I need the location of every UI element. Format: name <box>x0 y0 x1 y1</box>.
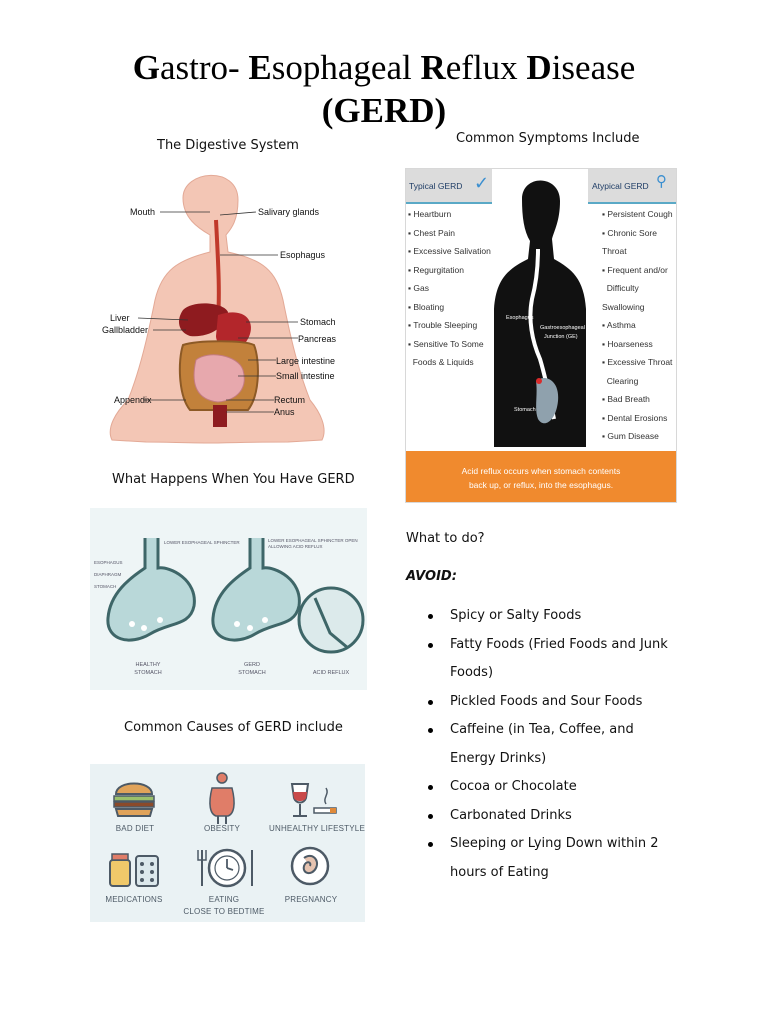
checkmark-icon: ✓ <box>474 173 490 194</box>
title-line-1: Gastro- Esophageal Reflux Disease <box>132 48 636 87</box>
avoid-label: AVOID: <box>406 569 457 584</box>
list-item: ▪ Bloating <box>408 301 445 312</box>
label-large-intestine: Large intestine <box>276 356 336 366</box>
list-item: Fatty Foods (Fried Foods and Junk Foods) <box>406 631 680 688</box>
atypical-header: Atypical GERD ⚲ <box>588 169 676 204</box>
svg-text:HEALTHY: HEALTHY <box>135 662 161 668</box>
medications-icon <box>110 854 158 886</box>
svg-text:Esophagus: Esophagus <box>506 315 534 321</box>
obese-person-icon <box>210 773 234 824</box>
svg-text:Gastroesophageal: Gastroesophageal <box>540 325 585 331</box>
label-appendix: Appendix <box>114 395 152 405</box>
label-pancreas: Pancreas <box>298 334 337 344</box>
list-item: Difficulty Swallowing <box>602 283 645 312</box>
label-liver: Liver <box>110 313 130 323</box>
svg-text:Stomach: Stomach <box>514 407 536 413</box>
silhouette-figure <box>492 169 588 451</box>
typical-list <box>408 205 494 372</box>
list-item: ▪ Trouble Sleeping <box>408 320 478 330</box>
list-item: ▪ Chronic Sore Throat <box>602 227 657 256</box>
list-item: ▪ Gas <box>408 283 429 293</box>
list-item: ▪ Heartburn <box>408 209 452 219</box>
list-item: ▪ Dental Erosions <box>602 412 668 423</box>
list-item: Sleeping or Lying Down within 2 hours of Eating <box>406 830 680 887</box>
label-small-intestine: Small intestine <box>276 371 335 381</box>
causes-caption: Common Causes of GERD include <box>124 720 343 735</box>
svg-text:STOMACH: STOMACH <box>94 584 117 589</box>
list-item: ▪ Hoarseness <box>602 338 653 349</box>
list-item: Carbonated Drinks <box>406 802 680 831</box>
atypical-list <box>602 205 676 483</box>
what-to-do-heading: What to do? <box>406 531 485 546</box>
list-item: Caffeine (in Tea, Coffee, and Energy Drinks) <box>406 716 680 773</box>
acid-reflux-banner: Acid reflux occurs when stomach contents back up, or reflux, into the esophagus. <box>406 451 676 502</box>
symptoms-figure <box>405 168 677 503</box>
digestive-system-figure <box>98 160 343 445</box>
list-item: ▪ Asthma <box>602 320 636 330</box>
list-item: Cocoa or Chocolate <box>406 773 680 802</box>
list-item: Pickled Foods and Sour Foods <box>406 688 680 717</box>
list-item: Spicy or Salty Foods <box>406 602 680 631</box>
label-stomach: Stomach <box>300 317 336 327</box>
causes-figure: BAD DIET OBESITY UNHEALTHY LIFESTYLE MEDICATIONS EATING CLOSE TO BEDTIME PREGNANCY <box>90 764 365 922</box>
list-item: ▪ Frequent and/or <box>602 264 668 275</box>
digestive-caption: The Digestive System <box>157 138 299 153</box>
list-item: ▪ Excessive Throat <box>602 357 673 367</box>
label-anus: Anus <box>274 407 295 417</box>
magnifier-icon: ⚲ <box>656 172 667 190</box>
svg-text:DIAPHRAGM: DIAPHRAGM <box>94 572 122 577</box>
wine-cigarette-icon <box>292 784 336 816</box>
symptoms-caption: Common Symptoms Include <box>456 131 640 146</box>
clock-plate-icon <box>198 850 252 886</box>
label-gallbladder: Gallbladder <box>102 325 149 335</box>
typical-header: Typical GERD ✓ <box>406 169 493 204</box>
label-rectum: Rectum <box>274 395 306 405</box>
gerd-stomach-figure <box>90 508 367 690</box>
burger-icon <box>114 784 154 817</box>
svg-text:STOMACH: STOMACH <box>238 670 266 676</box>
list-item: ▪ Regurgitation <box>408 264 464 275</box>
svg-text:LOWER ESOPHAGEAL SPHINCTER: LOWER ESOPHAGEAL SPHINCTER <box>164 540 240 545</box>
svg-text:GERD: GERD <box>244 662 260 668</box>
svg-text:ALLOWING ACID REFLUX: ALLOWING ACID REFLUX <box>268 544 323 549</box>
list-item: Foods & Liquids <box>412 357 474 367</box>
svg-text:Junction (GE): Junction (GE) <box>544 334 578 340</box>
page-title <box>0 46 768 132</box>
svg-text:ACID REFLUX: ACID REFLUX <box>312 670 350 676</box>
list-item: ▪ Gum Disease <box>602 431 659 441</box>
list-item: ▪ Chest Pain <box>408 227 455 238</box>
label-esophagus: Esophagus <box>280 250 326 260</box>
list-item: ▪ Persistent Cough <box>602 209 673 219</box>
svg-text:STOMACH: STOMACH <box>134 670 162 676</box>
svg-text:ESOPHAGUS: ESOPHAGUS <box>94 560 123 565</box>
avoid-list <box>406 602 680 887</box>
title-line-2: (GERD) <box>321 91 447 130</box>
svg-text:LOWER ESOPHAGEAL SPHINCTER OPE: LOWER ESOPHAGEAL SPHINCTER OPEN <box>268 538 358 543</box>
list-item: ▪ Sensitive To Some <box>408 338 484 349</box>
label-salivary: Salivary glands <box>258 207 320 217</box>
list-item: ▪ Bad Breath <box>602 394 650 404</box>
list-item: ▪ Excessive Salivation <box>408 246 491 256</box>
list-item: Clearing <box>606 375 639 386</box>
gerd-happens-caption: What Happens When You Have GERD <box>112 472 355 487</box>
pregnancy-icon <box>292 848 328 884</box>
label-mouth: Mouth <box>130 207 156 217</box>
